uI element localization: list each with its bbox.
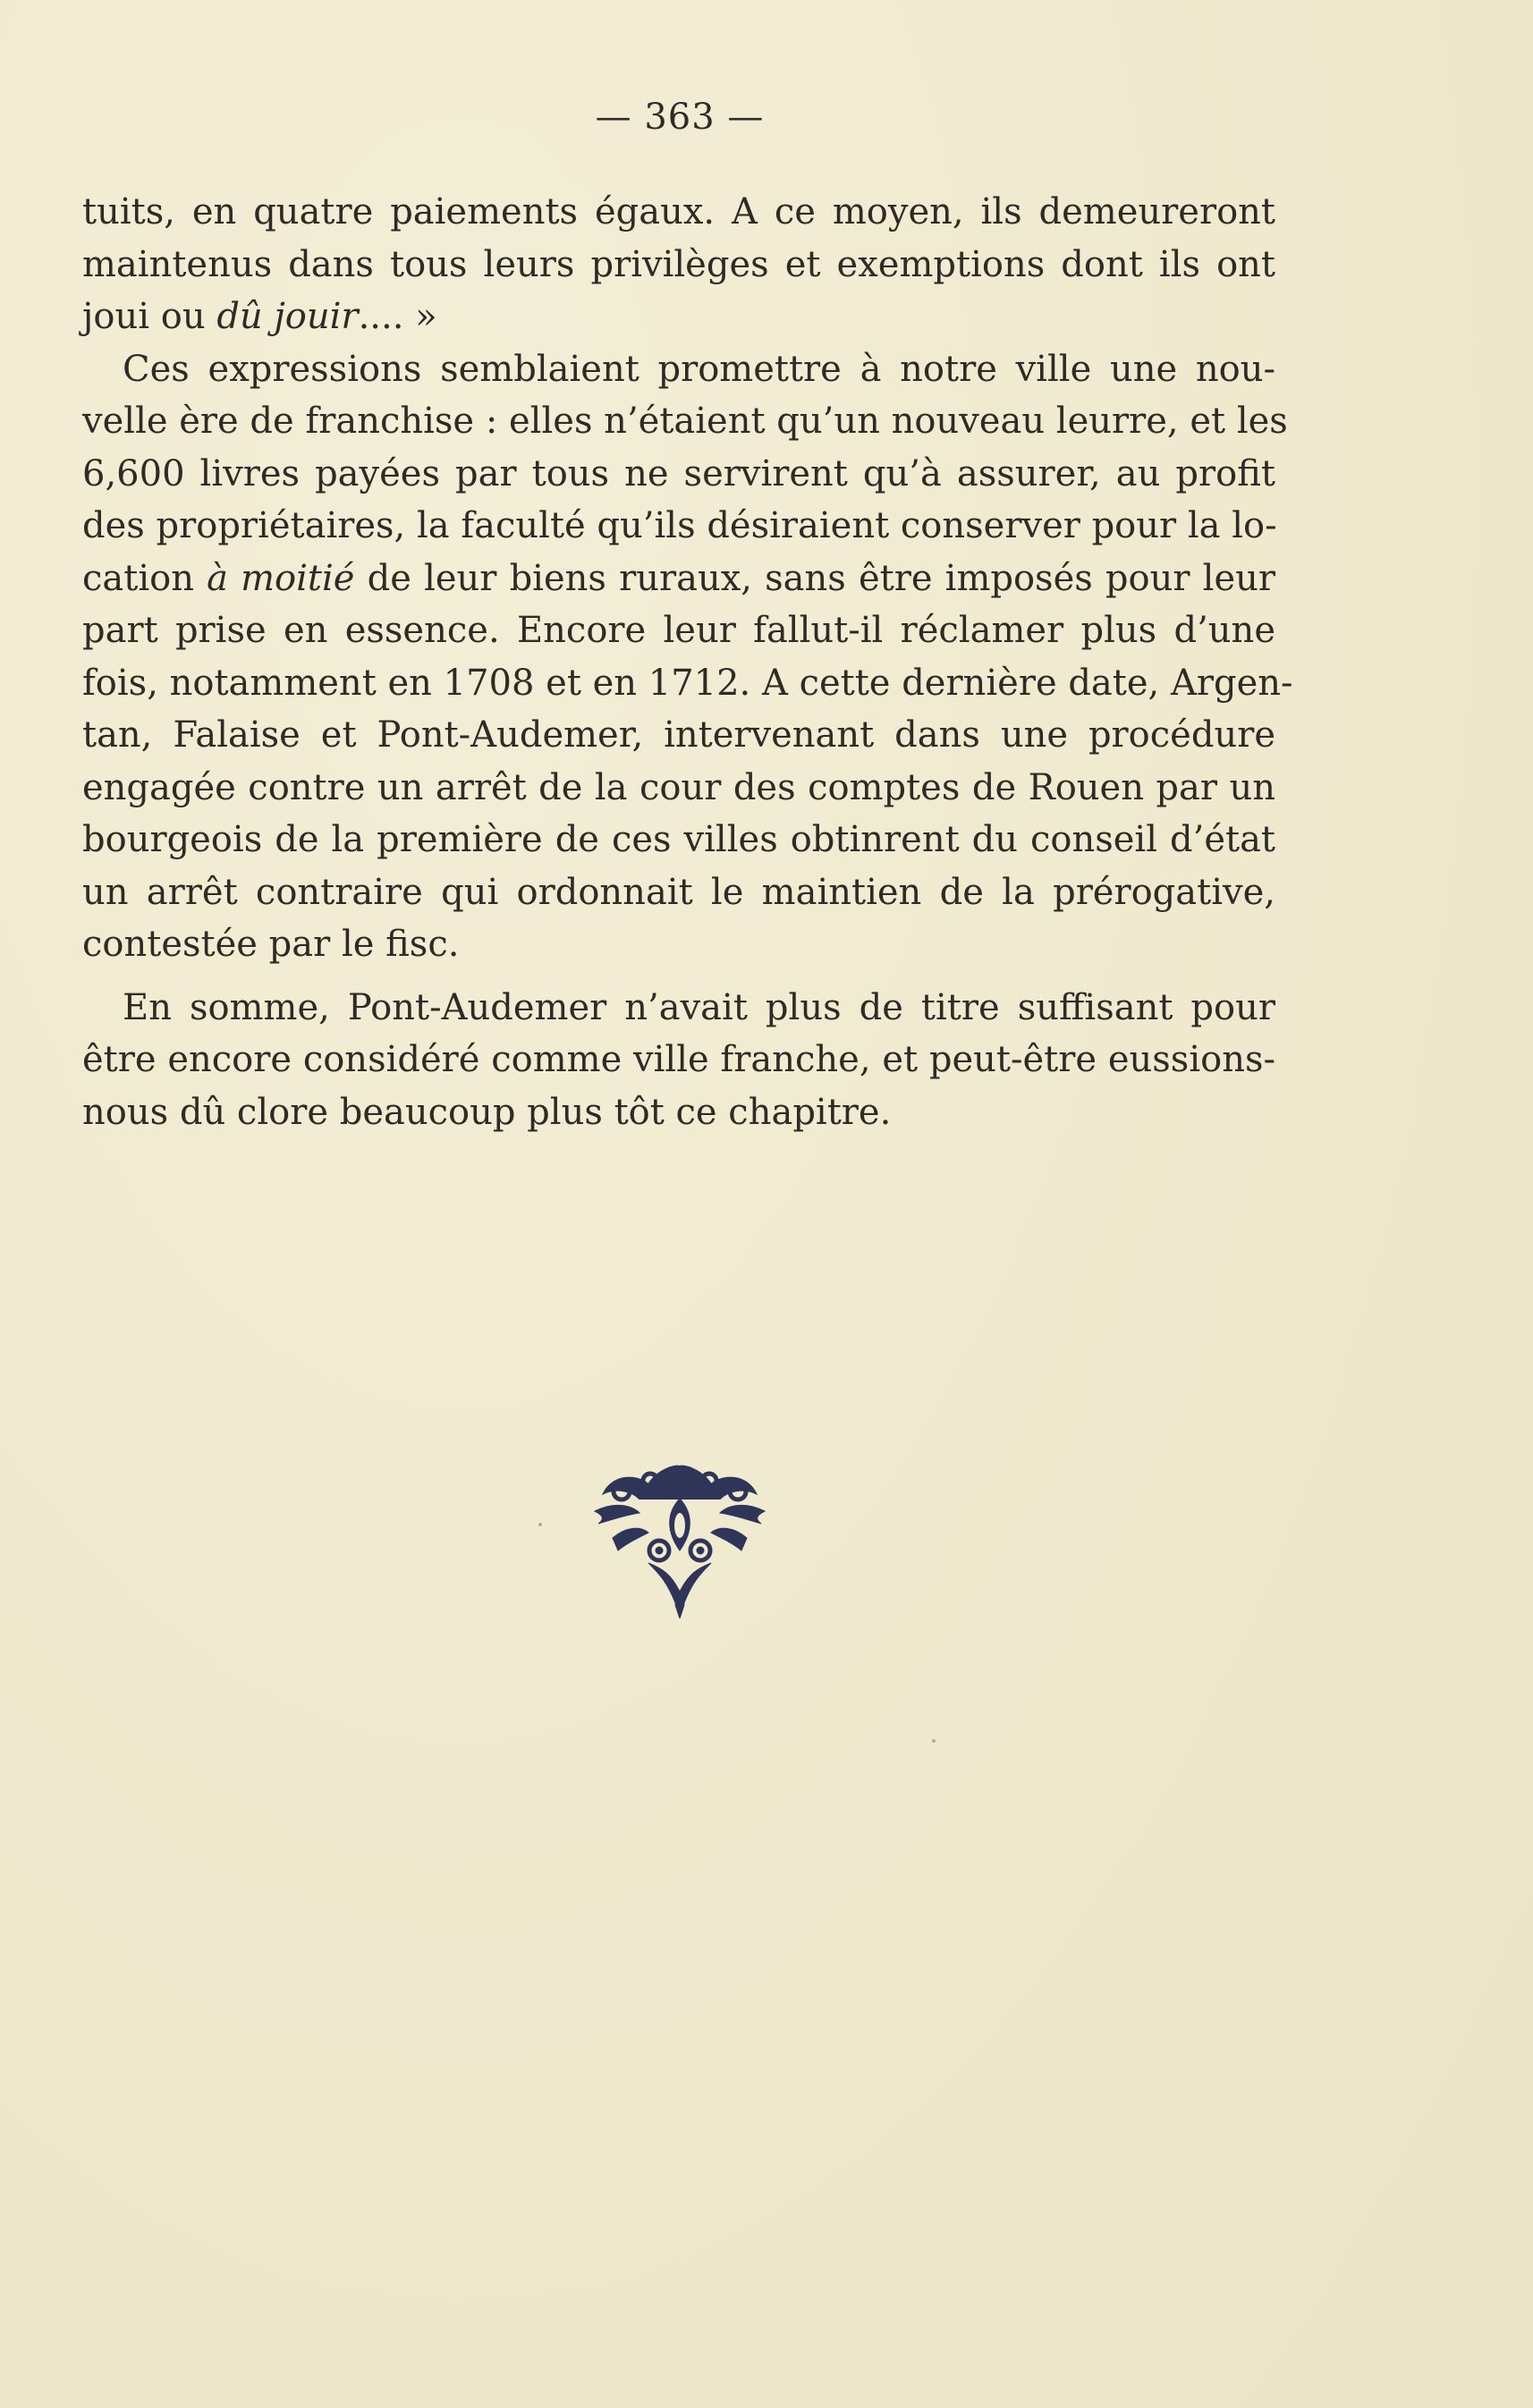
text-line [82, 866, 1275, 919]
paragraph-gap [82, 971, 1275, 982]
text-segment: être encore considéré comme ville franche, et peut-être eussions- [82, 1039, 1275, 1080]
text-segment: bourgeois de la première de ces villes obtinrent du conseil d’état [82, 819, 1275, 860]
text-line [82, 395, 1288, 448]
text-line [82, 448, 1275, 501]
page-number: — 363 — [595, 97, 765, 138]
text-line [82, 186, 1275, 239]
text-segment: 6,600 livres payées par tous ne servirent qu’à assurer, au profit [82, 452, 1275, 494]
paragraph [82, 186, 1275, 343]
paper-speck [932, 1739, 936, 1743]
text-segment: En somme, Pont-Audemer n’avait plus de titre suffisant pour [123, 986, 1275, 1028]
text-segment: contestée par le fisc. [82, 924, 460, 965]
text-segment: .... » [358, 296, 437, 337]
italic-text: dû jouir [216, 296, 359, 337]
fleuron-ornament-icon [586, 1457, 774, 1618]
text-segment: fois, notamment en 1708 et en 1712. A cette dernière date, Argen- [82, 662, 1293, 704]
text-line [82, 1034, 1275, 1086]
paper-speck [538, 1523, 542, 1526]
text-line [82, 918, 1275, 971]
text-segment: tuits, en quatre paiements égaux. A ce moyen, ils demeureront [82, 191, 1275, 232]
italic-text: à moitié [207, 557, 355, 599]
text-segment: Ces expressions semblaient promettre à notre ville une nou- [123, 348, 1275, 390]
text-segment: des propriétaires, la faculté qu’ils désiraient conserver pour la lo- [82, 505, 1277, 546]
text-line [82, 553, 1275, 605]
text-line [82, 604, 1275, 657]
text-segment: nous dû clore beaucoup plus tôt ce chapitre. [82, 1091, 892, 1133]
text-segment: joui ou [82, 296, 217, 337]
text-line [82, 343, 1275, 396]
paragraph [82, 343, 1293, 971]
text-segment: engagée contre un arrêt de la cour des comptes de Rouen par un [82, 766, 1275, 808]
text-line [82, 762, 1275, 815]
text-segment: velle ère de franchise : elles n’étaient qu’un nouveau leurre, et les [82, 401, 1288, 442]
text-segment: tan, Falaise et Pont-Audemer, intervenant dans une procédure [82, 714, 1275, 756]
text-segment: part prise en essence. Encore leur fallut-il réclamer plus d’une [82, 610, 1275, 651]
text-line [82, 982, 1275, 1035]
text-line [82, 1086, 1275, 1139]
text-line [82, 239, 1275, 291]
text-segment: maintenus dans tous leurs privilèges et exemptions dont ils ont [82, 243, 1275, 285]
text-segment: un arrêt contraire qui ordonnait le maintien de la prérogative, [82, 871, 1275, 913]
text-line [82, 500, 1275, 553]
text-segment: de leur biens ruraux, sans être imposés pour leur [354, 557, 1276, 599]
text-line [82, 291, 1275, 343]
text-line [82, 814, 1275, 866]
body-text [82, 186, 1293, 1138]
text-line [82, 657, 1293, 710]
paragraph [82, 982, 1275, 1139]
text-line [82, 709, 1275, 762]
text-segment: cation [82, 557, 208, 599]
